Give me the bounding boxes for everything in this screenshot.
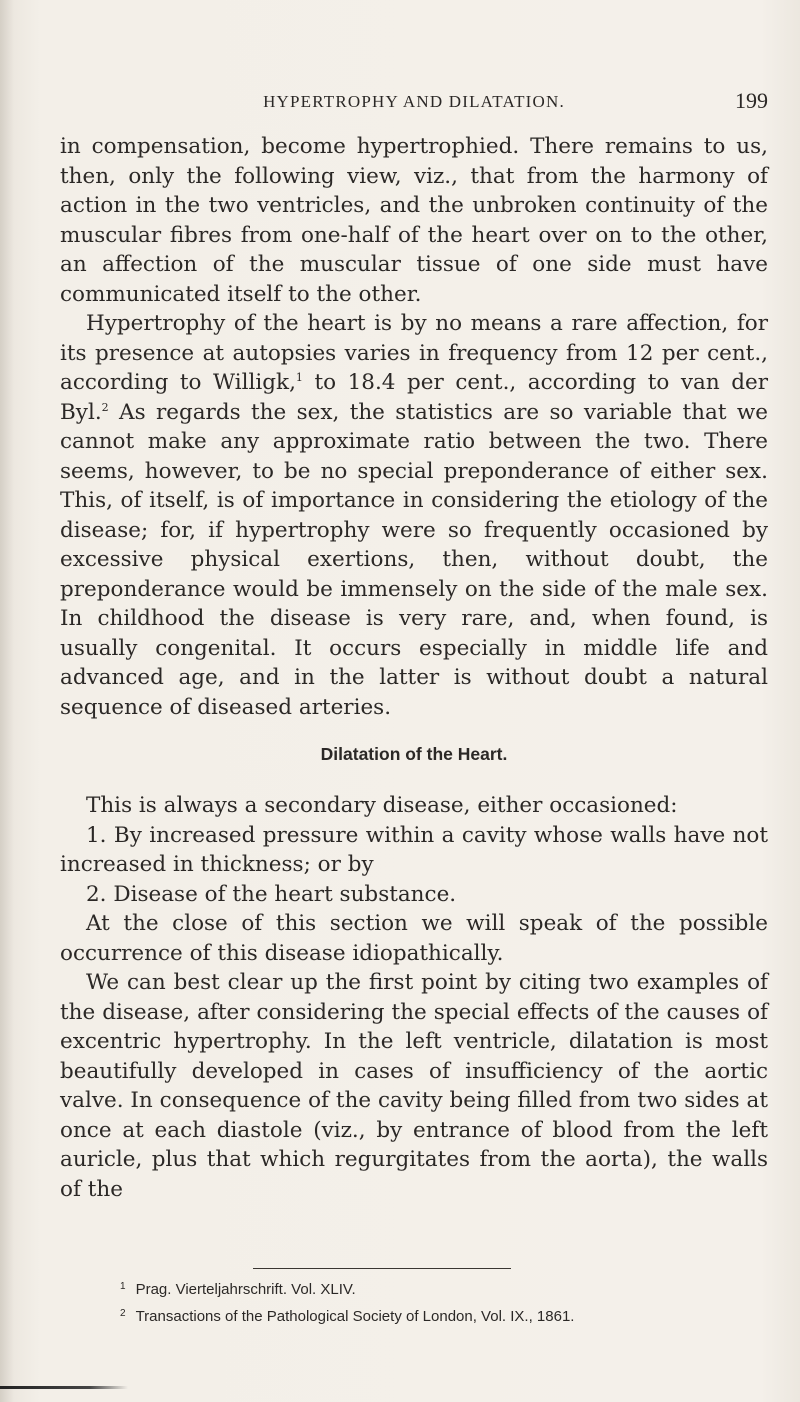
footnote-text: Transactions of the Pathological Society of London, Vol. IX., 1861. — [135, 1308, 575, 1325]
footnote-item — [120, 1302, 780, 1329]
paragraph-text: to 18.4 per cent., according to van der Byl. — [60, 370, 768, 425]
footnote-text: Prag. Vierteljahrschrift. Vol. XLIV. — [135, 1281, 356, 1298]
body-text-upper — [60, 132, 768, 722]
paragraph-hypertrophy-frequency — [60, 309, 768, 722]
footnotes — [120, 1275, 780, 1329]
page-edge-mark — [0, 1386, 128, 1389]
paragraph-text: As regards the sex, the statistics are so variable that we cannot make any approximate ratio between the two. There seems, however, to be no special preponderance of either sex. This, of itself, is of importance in considering the etiology of the disease; for, if hypertrophy were so frequently occasioned by excessive physical exertions, then, without doubt, the preponderance would be immensely on the side of the male sex. In childhood the disease is very rare, and, when found, is usually congenital. It occurs especially in middle life and advanced age, and in the latter is without doubt a natural sequence of diseased arteries. — [60, 399, 768, 720]
page-header — [60, 88, 768, 118]
paragraph-examples: We can best clear up the first point by citing two examples of the disease, after considering the special effects of the causes of excentric hypertrophy. In the left ventricle, dilatation is most beautifully developed in cases of insufficiency of the aortic valve. In consequence of the cavity being filled from two sides at once at each diastole (viz., by entrance of blood from the left auricle, plus that which regurgitates from the aorta), the walls of the — [60, 970, 768, 1202]
section-heading: Dilatation of the Heart. — [320, 744, 508, 764]
page-number: 199 — [735, 88, 768, 113]
paragraph-text: Hypertrophy of the heart is by no means a rare affection, for its presence at autopsies varies in frequency from 12 per cent., according to Willigk, — [60, 311, 768, 395]
footnote-item — [120, 1275, 780, 1302]
footnote-mark: 1 — [120, 1281, 126, 1292]
footnote-ref-1: 1 — [295, 370, 303, 384]
paragraph-compensation: in compensation, become hypertrophied. There remains to us, then, only the following view, viz., that from the harmony of action in the two ventricles, and the unbroken continuity of the muscular fibres from one-half of the heart over on to the other, an affection of the muscular tissue of one side must have communicated itself to the other. — [60, 134, 768, 307]
running-head: HYPERTROPHY AND DILATATION. — [263, 92, 565, 111]
page-edge-shadow — [0, 0, 14, 1402]
paragraph-secondary-disease: This is always a secondary disease, either occasioned: — [86, 793, 678, 818]
body-text-lower — [60, 791, 768, 1204]
footnote-mark: 2 — [120, 1308, 126, 1319]
list-item-heart-substance: 2. Disease of the heart substance. — [86, 881, 457, 907]
footnote-divider — [253, 1268, 511, 1269]
footnote-ref-2: 2 — [101, 400, 109, 414]
list-item-increased-pressure: 1. By increased pressure within a cavity whose walls have not increased in thickness; or by — [60, 822, 768, 877]
paragraph-idiopathic: At the close of this section we will speak of the possible occurrence of this disease idiopathically. — [60, 911, 768, 966]
